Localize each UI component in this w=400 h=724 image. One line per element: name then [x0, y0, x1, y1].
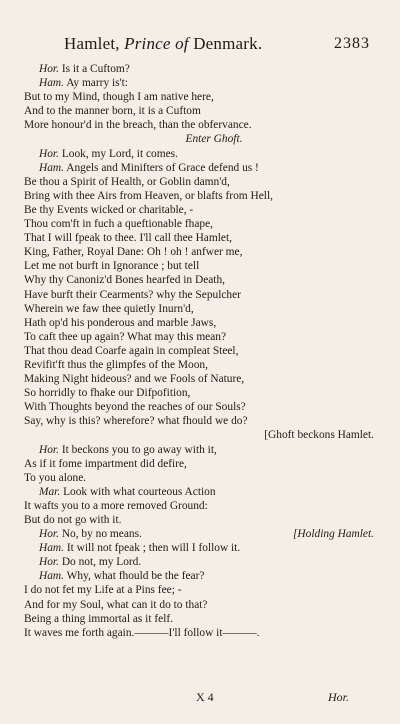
- line-text: But to my Mind, though I am native here,: [24, 91, 214, 104]
- speaker-name: Mar.: [39, 485, 61, 498]
- line-text: But do not go with it.: [24, 514, 122, 526]
- line-text: Thou com'ft in fuch a queftionable fhape,: [24, 218, 213, 231]
- text-line: [24, 147, 374, 161]
- text-line: [24, 513, 374, 527]
- text-line: [24, 583, 374, 597]
- text-line: [24, 161, 374, 175]
- text-line: [24, 598, 374, 612]
- line-text: Being a thing immortal as it felf.: [24, 612, 173, 625]
- text-line: [24, 118, 374, 132]
- line-text: I do not fet my Life at a Pins fee; -: [24, 584, 182, 597]
- line-text: No, by no means.: [61, 528, 142, 541]
- running-title: [64, 34, 262, 54]
- text-line: [24, 485, 374, 499]
- text-line: [24, 62, 374, 76]
- text-line: [24, 245, 374, 259]
- stage-direction: [Holding Hamlet.: [293, 528, 374, 541]
- line-text: So horridly to fhake our Difpofition,: [24, 387, 191, 400]
- text-line: [24, 457, 374, 471]
- text-line: [24, 358, 374, 372]
- title-plain: Hamlet,: [64, 34, 120, 53]
- line-text: Let me not burft in Ignorance ; but tell: [24, 260, 200, 273]
- text-line: [24, 288, 374, 302]
- text-line: [24, 104, 374, 118]
- speaker-name: Ham.: [39, 542, 64, 555]
- page-footer: [0, 690, 400, 706]
- text-line: [24, 90, 374, 104]
- page-number: 2383: [334, 35, 370, 52]
- text-line: [24, 231, 374, 245]
- text-line: [24, 316, 374, 330]
- text-line: [24, 259, 374, 273]
- line-text: It waves me forth again.———I'll follow it———.: [24, 626, 260, 639]
- line-text: As if it fome impartment did defire,: [24, 457, 187, 470]
- text-line: [24, 217, 374, 231]
- line-text: Why thy Canoniz'd Bones hearfed in Death,: [24, 274, 226, 287]
- line-text: Do not, my Lord.: [61, 556, 142, 569]
- line-text: That thou dead Coarfe again in compleat Steel,: [24, 344, 239, 357]
- text-line: [24, 541, 374, 555]
- speaker-name: Ham.: [39, 77, 64, 90]
- line-text: With Thoughts beyond the reaches of our Souls?: [24, 401, 246, 414]
- line-text: To caft thee up again? What may this mean?: [24, 330, 227, 343]
- line-text: Making Night hideous? and we Fools of Nature,: [24, 373, 245, 386]
- line-text: Revifit'ft thus the glimpfes of the Moon,: [24, 358, 208, 371]
- text-line: [24, 400, 374, 414]
- signature-mark: X 4: [196, 690, 214, 704]
- line-text: King, Father, Royal Dane: Oh ! oh ! anfwer me,: [24, 246, 243, 259]
- title-end: Denmark.: [193, 34, 263, 53]
- line-text: Look with what courteous Action: [63, 485, 216, 498]
- line-text: It will not fpeak ; then will I follow it.: [66, 542, 241, 555]
- text-line: [24, 330, 374, 344]
- line-text: Ay marry is't:: [66, 77, 128, 90]
- line-text: Enter Ghoft.: [185, 133, 243, 146]
- text-line: [24, 612, 374, 626]
- line-text: It beckons you to go away with it,: [61, 443, 217, 456]
- text-line: [24, 499, 374, 513]
- title-italic: Prince of: [124, 34, 189, 53]
- speaker-name: Ham.: [39, 161, 64, 174]
- speaker-name: Hor.: [39, 556, 59, 569]
- line-text: Wherein we faw thee quietly Inurn'd,: [24, 302, 194, 315]
- line-text: To you alone.: [24, 471, 87, 484]
- text-line: [24, 443, 374, 457]
- text-line: [24, 273, 374, 287]
- stage-direction: [24, 132, 374, 146]
- text-line: [24, 76, 374, 90]
- line-text: [Ghoft beckons Hamlet.: [264, 429, 374, 442]
- text-line: [24, 555, 374, 569]
- line-text: Why, what fhould be the fear?: [66, 570, 205, 583]
- speaker-name: Hor.: [39, 147, 59, 160]
- line-text: Angels and Minifters of Grace defend us !: [66, 161, 259, 174]
- line-text: Hath op'd his ponderous and marble Jaws,: [24, 316, 217, 329]
- line-text: Be thou a Spirit of Health, or Goblin damn'd,: [24, 175, 230, 188]
- line-text: Is it a Cuftom?: [61, 63, 130, 75]
- text-line: [24, 203, 374, 217]
- text-line: [24, 527, 374, 541]
- line-text: More honour'd in the breach, than the obfervance.: [24, 119, 252, 132]
- text-line: [24, 386, 374, 400]
- line-text: Say, why is this? wherefore? what fhould we do?: [24, 415, 248, 428]
- speaker-name: Hor.: [39, 443, 59, 456]
- text-line: [24, 175, 374, 189]
- speaker-name: Hor.: [39, 63, 59, 75]
- text-line: [24, 302, 374, 316]
- speaker-name: Ham.: [39, 570, 64, 583]
- running-header: [0, 34, 400, 56]
- catchword: Hor.: [328, 690, 350, 704]
- line-text: And for my Soul, what can it do to that?: [24, 598, 208, 611]
- text-line: [24, 428, 374, 442]
- line-text: That I will fpeak to thee. I'll call thee Hamlet,: [24, 232, 232, 245]
- line-text: Bring with thee Airs from Heaven, or blafts from Hell,: [24, 189, 273, 202]
- text-line: [24, 471, 374, 485]
- line-text: Look, my Lord, it comes.: [61, 147, 178, 160]
- text-line: [24, 414, 374, 428]
- play-text: [24, 62, 374, 640]
- line-text: Have burft their Cearments? why the Sepulcher: [24, 288, 241, 301]
- text-line: [24, 626, 374, 640]
- text-line: [24, 569, 374, 583]
- speaker-name: Hor.: [39, 528, 59, 541]
- line-text: And to the manner born, it is a Cuftom: [24, 105, 201, 118]
- line-text: It wafts you to a more removed Ground:: [24, 499, 208, 512]
- text-line: [24, 372, 374, 386]
- text-line: [24, 344, 374, 358]
- line-text: Be thy Events wicked or charitable, -: [24, 203, 194, 216]
- text-line: [24, 189, 374, 203]
